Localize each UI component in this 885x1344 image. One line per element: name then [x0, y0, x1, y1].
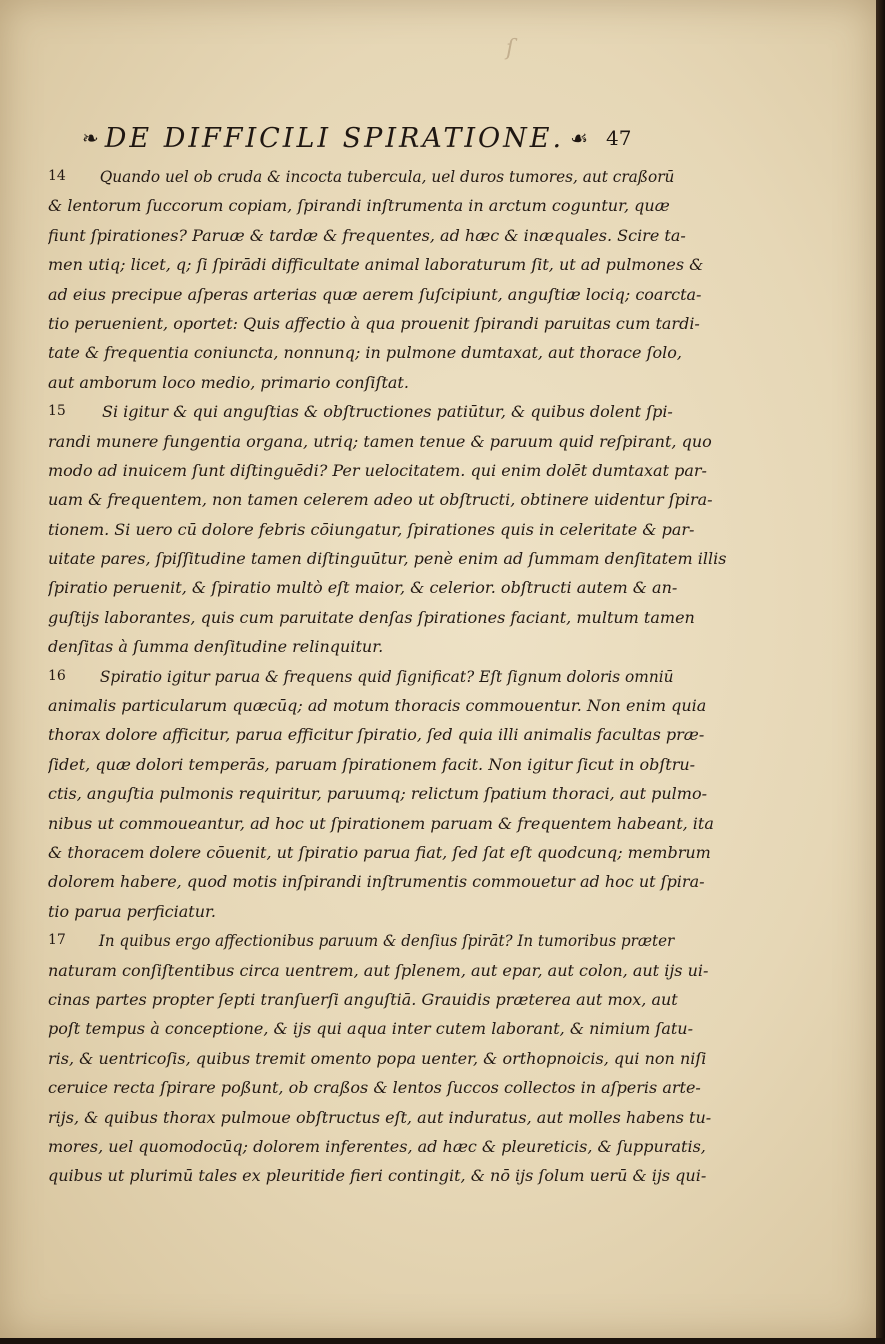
line-text: In quibus ergo affectionibus paruum & denſius ſpirāt? In tumoribus præter	[98, 931, 675, 951]
text-line	[48, 250, 728, 279]
text-line	[48, 1073, 728, 1102]
text-line	[48, 221, 728, 250]
line-text: tionem. Si uero cū dolore febris cōiungatur, ſpirationes quis in celeritate & par-	[48, 519, 695, 539]
text-line	[48, 985, 728, 1014]
text-line	[48, 573, 728, 602]
line-text: naturam conſiſtentibus circa uentrem, aut ſplenem, aut epar, aut colon, aut ijs ui-	[48, 960, 709, 980]
text-line	[48, 456, 728, 485]
line-text: tio peruenient, oportet: Quis affectio à qua prouenit ſpirandi paruitas cum tardi-	[48, 313, 700, 333]
text-line	[48, 1014, 728, 1043]
line-text: Quando uel ob cruda & incocta tubercula, uel duros tumores, aut craßorū	[99, 167, 675, 186]
text-line	[48, 956, 728, 985]
text-line	[48, 427, 728, 456]
text-line	[48, 603, 728, 632]
line-text: thorax dolore afficitur, parua efficitur ſpiratio, ſed quia illi animalis facultas præ-	[48, 725, 705, 745]
text-line	[48, 1103, 728, 1132]
line-text: rijs, & quibus thorax pulmoue obſtructus eſt, aut induratus, aut molles habens tu-	[48, 1107, 712, 1127]
text-line	[48, 838, 728, 867]
line-text: denſitas à ſumma denſitudine relinquitur.	[48, 637, 384, 657]
text-line	[48, 1161, 728, 1190]
line-text: ſpiratio peruenit, & ſpiratio multò eſt maior, & celerior. obſtructi autem & an-	[48, 578, 678, 598]
line-text: dolorem habere, quod motis inſpirandi inſtrumentis commouetur ad hoc ut ſpira-	[48, 872, 705, 892]
line-text: & thoracem dolere cōuenit, ut ſpiratio parua fiat, ſed ſat eſt quodcunq; membrum	[48, 842, 711, 862]
paragraph	[48, 662, 728, 927]
body-text	[48, 162, 728, 1191]
line-text: quibus ut plurimū tales ex pleuritide fieri contingit, & nō ijs ſolum uerū & ijs qui-	[48, 1166, 707, 1186]
paragraph-number: 17	[48, 932, 66, 949]
line-text: mores, uel quomodocūq; dolorem inferentes, ad hæc & pleureticis, & ſuppuratis,	[48, 1136, 706, 1156]
text-line	[48, 897, 728, 926]
line-text: Spiratio igitur parua & frequens quid ſignificat? Eſt ſignum doloris omniū	[99, 666, 674, 686]
text-line	[48, 809, 728, 838]
folio-number: 47	[606, 126, 632, 150]
line-text: ad eius precipue aſperas arterias quæ aerem ſuſcipiunt, anguſtiæ lociq; coarcta-	[48, 284, 702, 304]
fleuron-right-icon: ☙	[570, 126, 588, 150]
text-line	[48, 926, 728, 955]
text-line	[48, 162, 728, 191]
page-edge-bottom	[0, 1338, 885, 1344]
line-text: uam & frequentem, non tamen celerem adeo ut obſtructi, obtinere uidentur ſpira-	[48, 490, 713, 510]
text-line	[48, 338, 728, 367]
line-text: ris, & uentricoſis, quibus tremit omento popa uenter, & orthopnoicis, qui non niſi	[48, 1048, 707, 1068]
line-text: randi munere fungentia organa, utriq; tamen tenue & paruum quid reſpirant, quo	[48, 431, 712, 451]
text-line	[48, 750, 728, 779]
paragraph-number: 16	[48, 667, 66, 684]
line-text: & lentorum ſuccorum copiam, ſpirandi inſtrumenta in arctum coguntur, quæ	[48, 196, 670, 216]
page-edge-right	[876, 0, 885, 1344]
text-line	[48, 280, 728, 309]
line-text: tate & frequentia coniuncta, nonnunq; in pulmone dumtaxat, aut thorace ſolo,	[48, 343, 682, 363]
text-line	[48, 368, 728, 397]
paragraph	[48, 926, 728, 1191]
text-line	[48, 515, 728, 544]
text-line	[48, 662, 728, 691]
text-line	[48, 191, 728, 220]
line-text: ctis, anguſtia pulmonis requiritur, paruumq; relictum ſpatium thoraci, aut pulmo-	[48, 784, 707, 804]
line-text: men utiq; licet, q; ſi ſpirādi difficultate animal laboraturum ſit, ut ad pulmones &	[48, 255, 704, 275]
line-text: tio parua perficiatur.	[48, 901, 216, 921]
fleuron-left-icon: ❧	[82, 126, 99, 150]
line-text: ſidet, quæ dolori temperās, paruam ſpirationem facit. Non igitur ſicut in obſtru-	[48, 754, 696, 774]
line-text: poſt tempus à conceptione, & ijs qui aqua inter cutem laborant, & nimium ſatu-	[48, 1019, 694, 1039]
text-line	[48, 1044, 728, 1073]
line-text: uitate pares, ſpiſſitudine tamen diſtinguūtur, penè enim ad ſummam denſitatem illis	[48, 549, 727, 569]
line-text: nibus ut commoueantur, ad hoc ut ſpirationem paruam & frequentem habeant, ita	[48, 813, 714, 833]
text-line	[48, 720, 728, 749]
text-line	[48, 309, 728, 338]
line-text: fiunt ſpirationes? Paruæ & tardæ & frequentes, ad hæc & inæquales. Scire ta-	[48, 225, 686, 245]
ink-mark: ſ	[506, 36, 515, 61]
text-line	[48, 691, 728, 720]
running-title: DE DIFFICILI SPIRATIONE.	[104, 122, 565, 154]
line-text: Si igitur & qui anguſtias & obſtructiones patiūtur, & quibus dolent ſpi-	[102, 402, 673, 422]
text-line	[48, 779, 728, 808]
line-text: animalis particularum quæcūq; ad motum thoracis commouentur. Non enim quia	[48, 696, 707, 716]
line-text: guſtijs laborantes, quis cum paruitate denſas ſpirationes faciant, multum tamen	[48, 607, 695, 627]
text-line	[48, 397, 728, 426]
paragraph	[48, 397, 728, 662]
line-text: cinas partes propter ſepti tranſuerſi anguſtiā. Grauidis præterea aut mox, aut	[48, 989, 678, 1009]
text-line	[48, 544, 728, 573]
text-line	[48, 632, 728, 661]
text-line	[48, 867, 728, 896]
paragraph-number: 15	[48, 403, 66, 420]
paragraph-number: 14	[48, 168, 66, 184]
page-header	[76, 118, 716, 158]
line-text: aut amborum loco medio, primario conſiſtat.	[48, 372, 409, 392]
text-line	[48, 485, 728, 514]
line-text: modo ad inuicem ſunt diſtinguēdi? Per uelocitatem. qui enim dolēt dumtaxat par-	[48, 460, 707, 480]
line-text: ceruice recta ſpirare poßunt, ob craßos & lentos ſuccos collectos in aſperis arte-	[48, 1078, 701, 1098]
paragraph	[48, 162, 728, 397]
text-line	[48, 1132, 728, 1161]
